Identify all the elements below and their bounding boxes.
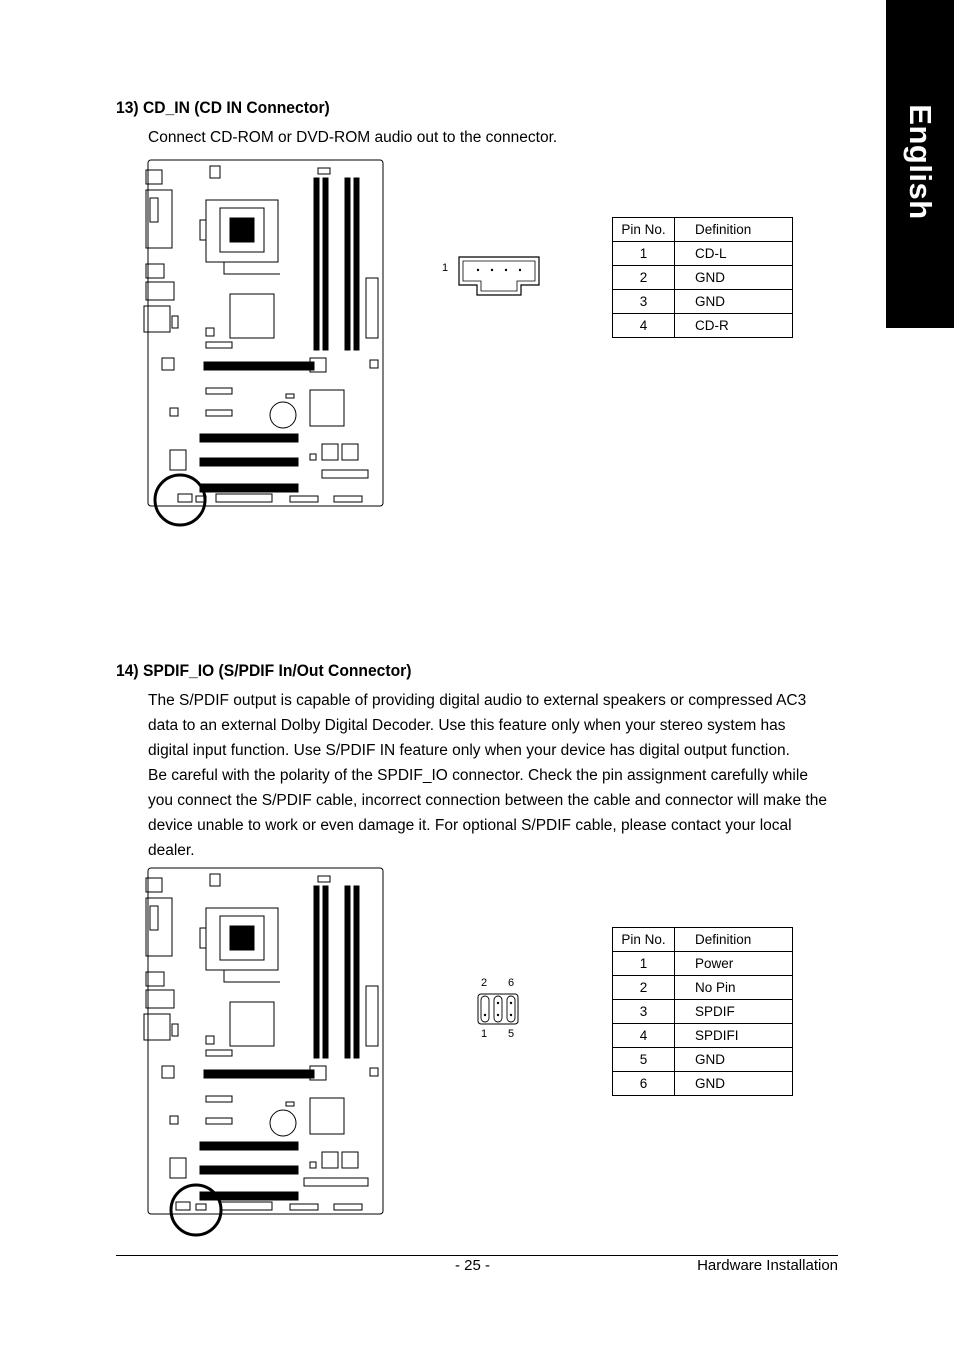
definition-cell: No Pin — [675, 976, 793, 1000]
cd-in-pin-table — [612, 217, 793, 338]
spdif-pin-table — [612, 927, 793, 1096]
pin-cell: 4 — [613, 314, 675, 338]
definition-header: Definition — [675, 218, 793, 242]
table-row — [613, 976, 793, 1000]
paragraph-line: Be careful with the polarity of the SPDIF_IO connector. Check the pin assignment carefully while — [148, 767, 808, 784]
section-14-heading: 14) SPDIF_IO (S/PDIF In/Out Connector) — [116, 661, 412, 680]
pin-no-header: Pin No. — [613, 928, 675, 952]
table-row — [613, 314, 793, 338]
pin-cell: 3 — [613, 1000, 675, 1024]
definition-cell: CD-R — [675, 314, 793, 338]
motherboard-diagram-cd-in — [140, 158, 390, 528]
spdif-pin1-label: 1 — [481, 1028, 488, 1040]
language-tab-label: English — [903, 104, 938, 220]
definition-header: Definition — [675, 928, 793, 952]
table-row — [613, 266, 793, 290]
definition-cell: SPDIF — [675, 1000, 793, 1024]
paragraph-line: device unable to work or even damage it. For optional S/PDIF cable, please contact your local — [148, 817, 792, 834]
spdif-pin5-label: 5 — [508, 1028, 515, 1040]
paragraph-line: data to an external Dolby Digital Decoder. Use this feature only when your stereo system has — [148, 717, 786, 734]
paragraph-line: The S/PDIF output is capable of providing digital audio to external speakers or compressed AC3 — [148, 692, 807, 709]
paragraph-line: dealer. — [148, 842, 195, 859]
table-header-row — [613, 928, 793, 952]
definition-cell: GND — [675, 1048, 793, 1072]
pin-cell: 2 — [613, 976, 675, 1000]
footer-divider — [116, 1255, 838, 1256]
definition-cell: CD-L — [675, 242, 793, 266]
table-row — [613, 290, 793, 314]
pin-cell: 1 — [613, 242, 675, 266]
spdif-pin2-label: 2 — [481, 977, 488, 989]
definition-cell: SPDIFI — [675, 1024, 793, 1048]
pin-cell: 3 — [613, 290, 675, 314]
definition-cell: GND — [675, 290, 793, 314]
definition-cell: GND — [675, 266, 793, 290]
motherboard-diagram-spdif — [140, 866, 390, 1238]
language-tab — [886, 0, 954, 328]
section-13-heading: 13) CD_IN (CD IN Connector) — [116, 98, 330, 117]
footer-section-title: Hardware Installation — [697, 1257, 838, 1274]
section-14-paragraph — [148, 688, 838, 863]
table-row — [613, 1000, 793, 1024]
paragraph-line: digital input function. Use S/PDIF IN feature only when your device has digital output function. — [148, 742, 790, 759]
table-row — [613, 1072, 793, 1096]
table-row — [613, 242, 793, 266]
spdif-connector-icon — [476, 992, 520, 1026]
definition-cell: Power — [675, 952, 793, 976]
pin-cell: 4 — [613, 1024, 675, 1048]
definition-cell: GND — [675, 1072, 793, 1096]
table-row — [613, 952, 793, 976]
pin-no-header: Pin No. — [613, 218, 675, 242]
pin-cell: 5 — [613, 1048, 675, 1072]
pin-cell: 1 — [613, 952, 675, 976]
cd-in-pin1-label: 1 — [442, 262, 449, 274]
table-row — [613, 1024, 793, 1048]
section-13-description: Connect CD-ROM or DVD-ROM audio out to the connector. — [148, 129, 558, 146]
table-header-row — [613, 218, 793, 242]
cd-in-connector-icon — [458, 256, 542, 298]
spdif-pin6-label: 6 — [508, 977, 515, 989]
pin-cell: 2 — [613, 266, 675, 290]
table-row — [613, 1048, 793, 1072]
page-number: - 25 - — [455, 1257, 491, 1274]
paragraph-line: you connect the S/PDIF cable, incorrect connection between the cable and connector will make the — [148, 792, 827, 809]
pin-cell: 6 — [613, 1072, 675, 1096]
